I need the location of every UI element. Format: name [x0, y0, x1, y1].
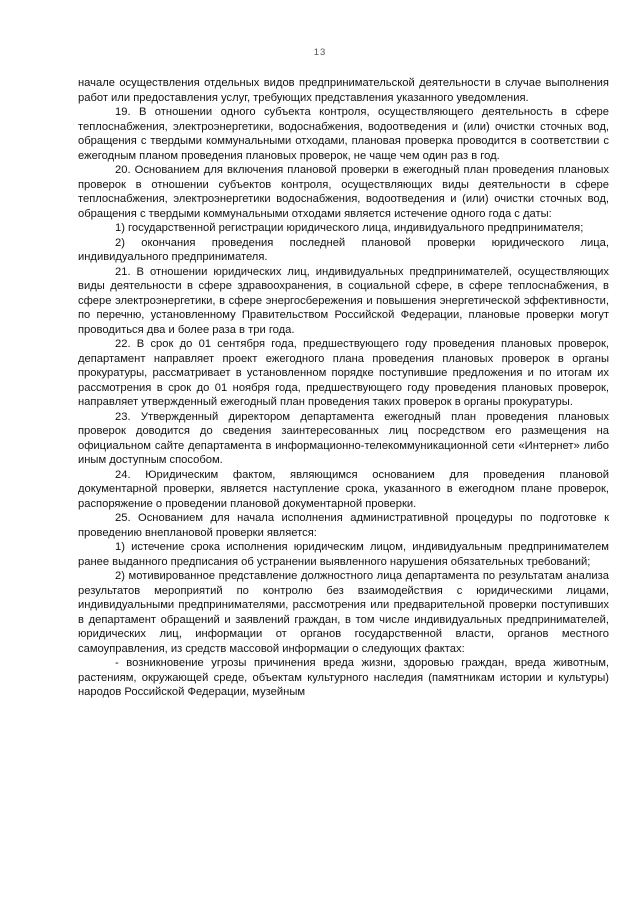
paragraph-22: 22. В срок до 01 сентября года, предшествующего году проведения плановых проверок, департамент направляет проект ежегодного плана проведения плановых проверок в органы прокуратуры, рассматривает в установленном порядке поступившие предложения и по итогам их рассмотрения в срок до 01 ноября года, предшествующего году проведения плановых проверок, направляет утвержденный ежегодный план проведения таких проверок в органы прокуратуры.: [78, 338, 609, 408]
document-body: [78, 76, 609, 700]
paragraph-20: 20. Основанием для включения плановой проверки в ежегодный план проведения плановых проверок в отношении субъектов контроля, осуществляющих виды деятельности в сфере теплоснабжения, электроэнергетики водоснабжения, водоотведения и (или) очистки сточных вод, обращения с твердыми коммунальными отходами является истечение одного года с даты:: [78, 164, 609, 220]
paragraph-19: 19. В отношении одного субъекта контроля, осуществляющего деятельность в сфере теплоснабжения, электроэнергетики, водоснабжения, водоотведения и (или) очистки сточных вод, обращения с твердыми коммунальными отходами, плановая проверка проводится в соответствии с ежегодным планом проведения плановых проверок, не чаще чем один раз в год.: [78, 106, 609, 162]
paragraph-21: 21. В отношении юридических лиц, индивидуальных предпринимателей, осуществляющих виды деятельности в сфере здравоохранения, в социальной сфере, в сфере теплоснабжения, в сфере электроэнергетики, в сфере энергосбережения и повышения энергетической эффективности, по перечню, установленному Правительством Российской Федерации, плановые проверки могут проводиться два и более раза в три года.: [78, 265, 609, 336]
paragraph-23: 23. Утвержденный директором департамента ежегодный план проведения плановых проверок доводится до сведения заинтересованных лиц посредством его размещения на официальном сайте департамента в информационно-телекоммуникационной сети «Интернет» либо иным доступным способом.: [78, 410, 609, 466]
paragraph-25-item-2: 2) мотивированное представление должностного лица департамента по результатам анализа результатов мероприятий по контролю без взаимодействия с юридическими лицами, индивидуальными предпринимателями, рассмотрения или предварительной проверки поступивших в департамент обращений и заявлений граждан, в том числе индивидуальных предпринимателей, юридических лиц, информации от органов государственной власти, органов местного самоуправления, из средств массовой информации о следующих фактах:: [78, 570, 609, 655]
paragraph-24: 24. Юридическим фактом, являющимся основанием для проведения плановой документарной проверки, является наступление срока, указанного в ежегодном плане проверок, распоряжение о проведении плановой документарной проверки.: [78, 468, 609, 510]
paragraph-continuation: начале осуществления отдельных видов предпринимательской деятельности в случае выполнения работ или предоставления услуг, требующих представления указанного уведомления.: [78, 77, 609, 104]
paragraph-25-bullet: - возникновение угрозы причинения вреда жизни, здоровью граждан, вреда животным, растениям, окружающей среде, объектам культурного наследия (памятникам истории и культуры) народов Российской Федерации, музейным: [78, 657, 609, 698]
page-number: 13: [313, 47, 327, 58]
paragraph-20-item-2: 2) окончания проведения последней плановой проверки юридического лица, индивидуального предпринимателя.: [78, 236, 609, 263]
paragraph-25: 25. Основанием для начала исполнения административной процедуры по подготовке к проведению внеплановой проверки является:: [78, 512, 609, 539]
paragraph-25-item-1: 1) истечение срока исполнения юридическим лицом, индивидуальным предпринимателем ранее выданного предписания об устранении выявленного нарушения обязательных требований;: [78, 541, 609, 568]
paragraph-20-item-1: 1) государственной регистрации юридического лица, индивидуального предпринимателя;: [115, 222, 584, 234]
